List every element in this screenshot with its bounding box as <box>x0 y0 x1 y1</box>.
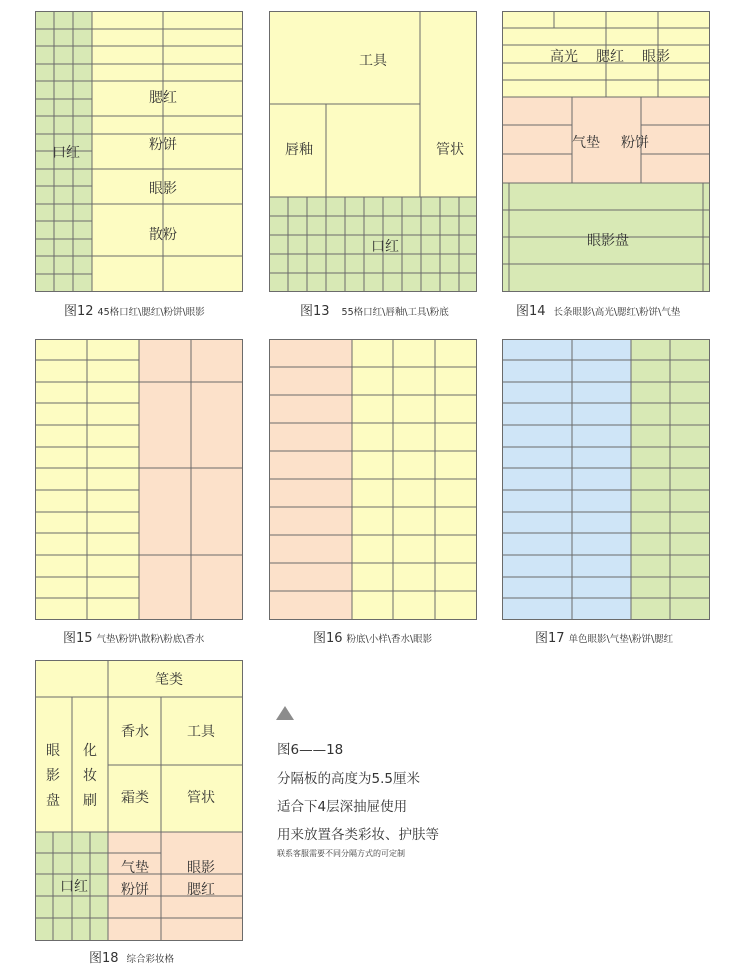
caption-fig17 <box>535 627 673 646</box>
fig18-label-tubes: 管状 <box>187 790 215 806</box>
fig18-label-powder-cake: 粉饼 <box>121 882 149 898</box>
caption-fig14 <box>516 300 680 319</box>
caption-fig16 <box>313 627 432 646</box>
fig18-label-eye-1: 眼 <box>46 743 60 759</box>
fig18-label-creams: 霜类 <box>121 790 149 806</box>
fig16-diagram <box>269 339 477 620</box>
caption-fig-number: 图18 <box>89 951 119 966</box>
caption-description: 55格口红\唇釉\工具\粉底 <box>341 307 449 318</box>
fig18-label-pens: 笔类 <box>155 672 183 688</box>
fig17-diagram <box>502 339 710 620</box>
caption-description: 单色眼影\气垫\粉饼\腮红 <box>568 634 674 645</box>
fig12-diagram <box>35 11 243 292</box>
panel-fig17 <box>502 339 710 620</box>
fig14-label-cushion: 气垫 <box>572 135 600 151</box>
caption-fig12 <box>64 300 205 319</box>
fig14-label-blush: 腮红 <box>596 49 624 65</box>
fig14-diagram <box>502 11 710 292</box>
fig13-label-tubes: 管状 <box>436 142 464 158</box>
fig13-label-lip-glaze: 唇釉 <box>285 142 313 158</box>
fig15-diagram <box>35 339 243 620</box>
fig14-label-eyeshadow-palette: 眼影盘 <box>587 233 629 249</box>
caption-fig-number: 图15 <box>63 631 93 646</box>
fig18-label-blush: 腮红 <box>187 882 215 898</box>
caption-fig-number: 图14 <box>516 304 546 319</box>
fig18-label-eyeshadow: 眼影 <box>187 860 215 876</box>
fig14-label-powder-cake: 粉饼 <box>621 135 649 151</box>
fig18-label-brush-2: 妆 <box>83 768 97 784</box>
caption-fig-number: 图12 <box>64 304 94 319</box>
fig18-diagram <box>35 660 243 941</box>
fig18-label-brush-3: 刷 <box>83 793 97 809</box>
fig12-label-powder-cake: 粉饼 <box>149 137 177 153</box>
caption-description: 粉底\小样\香水\眼影 <box>346 634 433 645</box>
fig18-label-perfume: 香水 <box>121 724 149 740</box>
panel-fig12 <box>35 11 243 292</box>
fig13-diagram <box>269 11 477 292</box>
caption-fig13 <box>300 300 449 319</box>
fig13-label-lipstick: 口红 <box>371 239 399 255</box>
caption-fig-number: 图17 <box>535 631 565 646</box>
fig18-label-cushion: 气垫 <box>121 860 149 876</box>
info-line-usage: 用来放置各类彩妆、护肤等 <box>277 827 439 843</box>
info-title: 图6——18 <box>277 742 344 758</box>
caption-fig18 <box>89 947 174 966</box>
caption-description: 长条眼影\高光\腮红\粉饼\气垫 <box>553 307 681 318</box>
caption-fig-number: 图13 <box>300 304 330 319</box>
fig18-label-lipstick: 口红 <box>60 879 88 895</box>
fig12-label-lipstick: 口红 <box>52 145 80 161</box>
fig14-label-eyeshadow: 眼影 <box>642 49 670 65</box>
panel-fig15 <box>35 339 243 620</box>
caption-fig15 <box>63 627 204 646</box>
fig18-label-eye-3: 盘 <box>46 793 60 809</box>
fig18-label-brush-1: 化 <box>83 743 97 759</box>
info-line-height: 分隔板的高度为5.5厘米 <box>277 771 420 787</box>
fig18-label-eye-2: 影 <box>46 768 60 784</box>
fig12-label-loose-powder: 散粉 <box>149 227 177 243</box>
fig14-label-highlight: 高光 <box>550 49 578 65</box>
caption-fig-number: 图16 <box>313 631 343 646</box>
panel-fig18 <box>35 660 243 941</box>
caption-description: 综合彩妆格 <box>126 954 175 965</box>
panel-fig13 <box>269 11 477 292</box>
info-line-drawer: 适合下4层深抽屉使用 <box>277 799 408 815</box>
fig18-label-tools: 工具 <box>187 724 215 740</box>
fig13-label-tools: 工具 <box>359 53 387 69</box>
triangle-up-icon <box>276 706 294 720</box>
panel-fig16 <box>269 339 477 620</box>
fig12-label-eyeshadow: 眼影 <box>149 181 177 197</box>
caption-description: 45格口红\腮红\粉饼\眼影 <box>97 307 205 318</box>
fig12-label-blush: 腮红 <box>149 90 177 106</box>
caption-description: 气垫\粉饼\散粉\粉底\香水 <box>96 634 205 645</box>
panel-fig14 <box>502 11 710 292</box>
info-note: 联系客服需要不同分隔方式的可定制 <box>277 849 405 858</box>
